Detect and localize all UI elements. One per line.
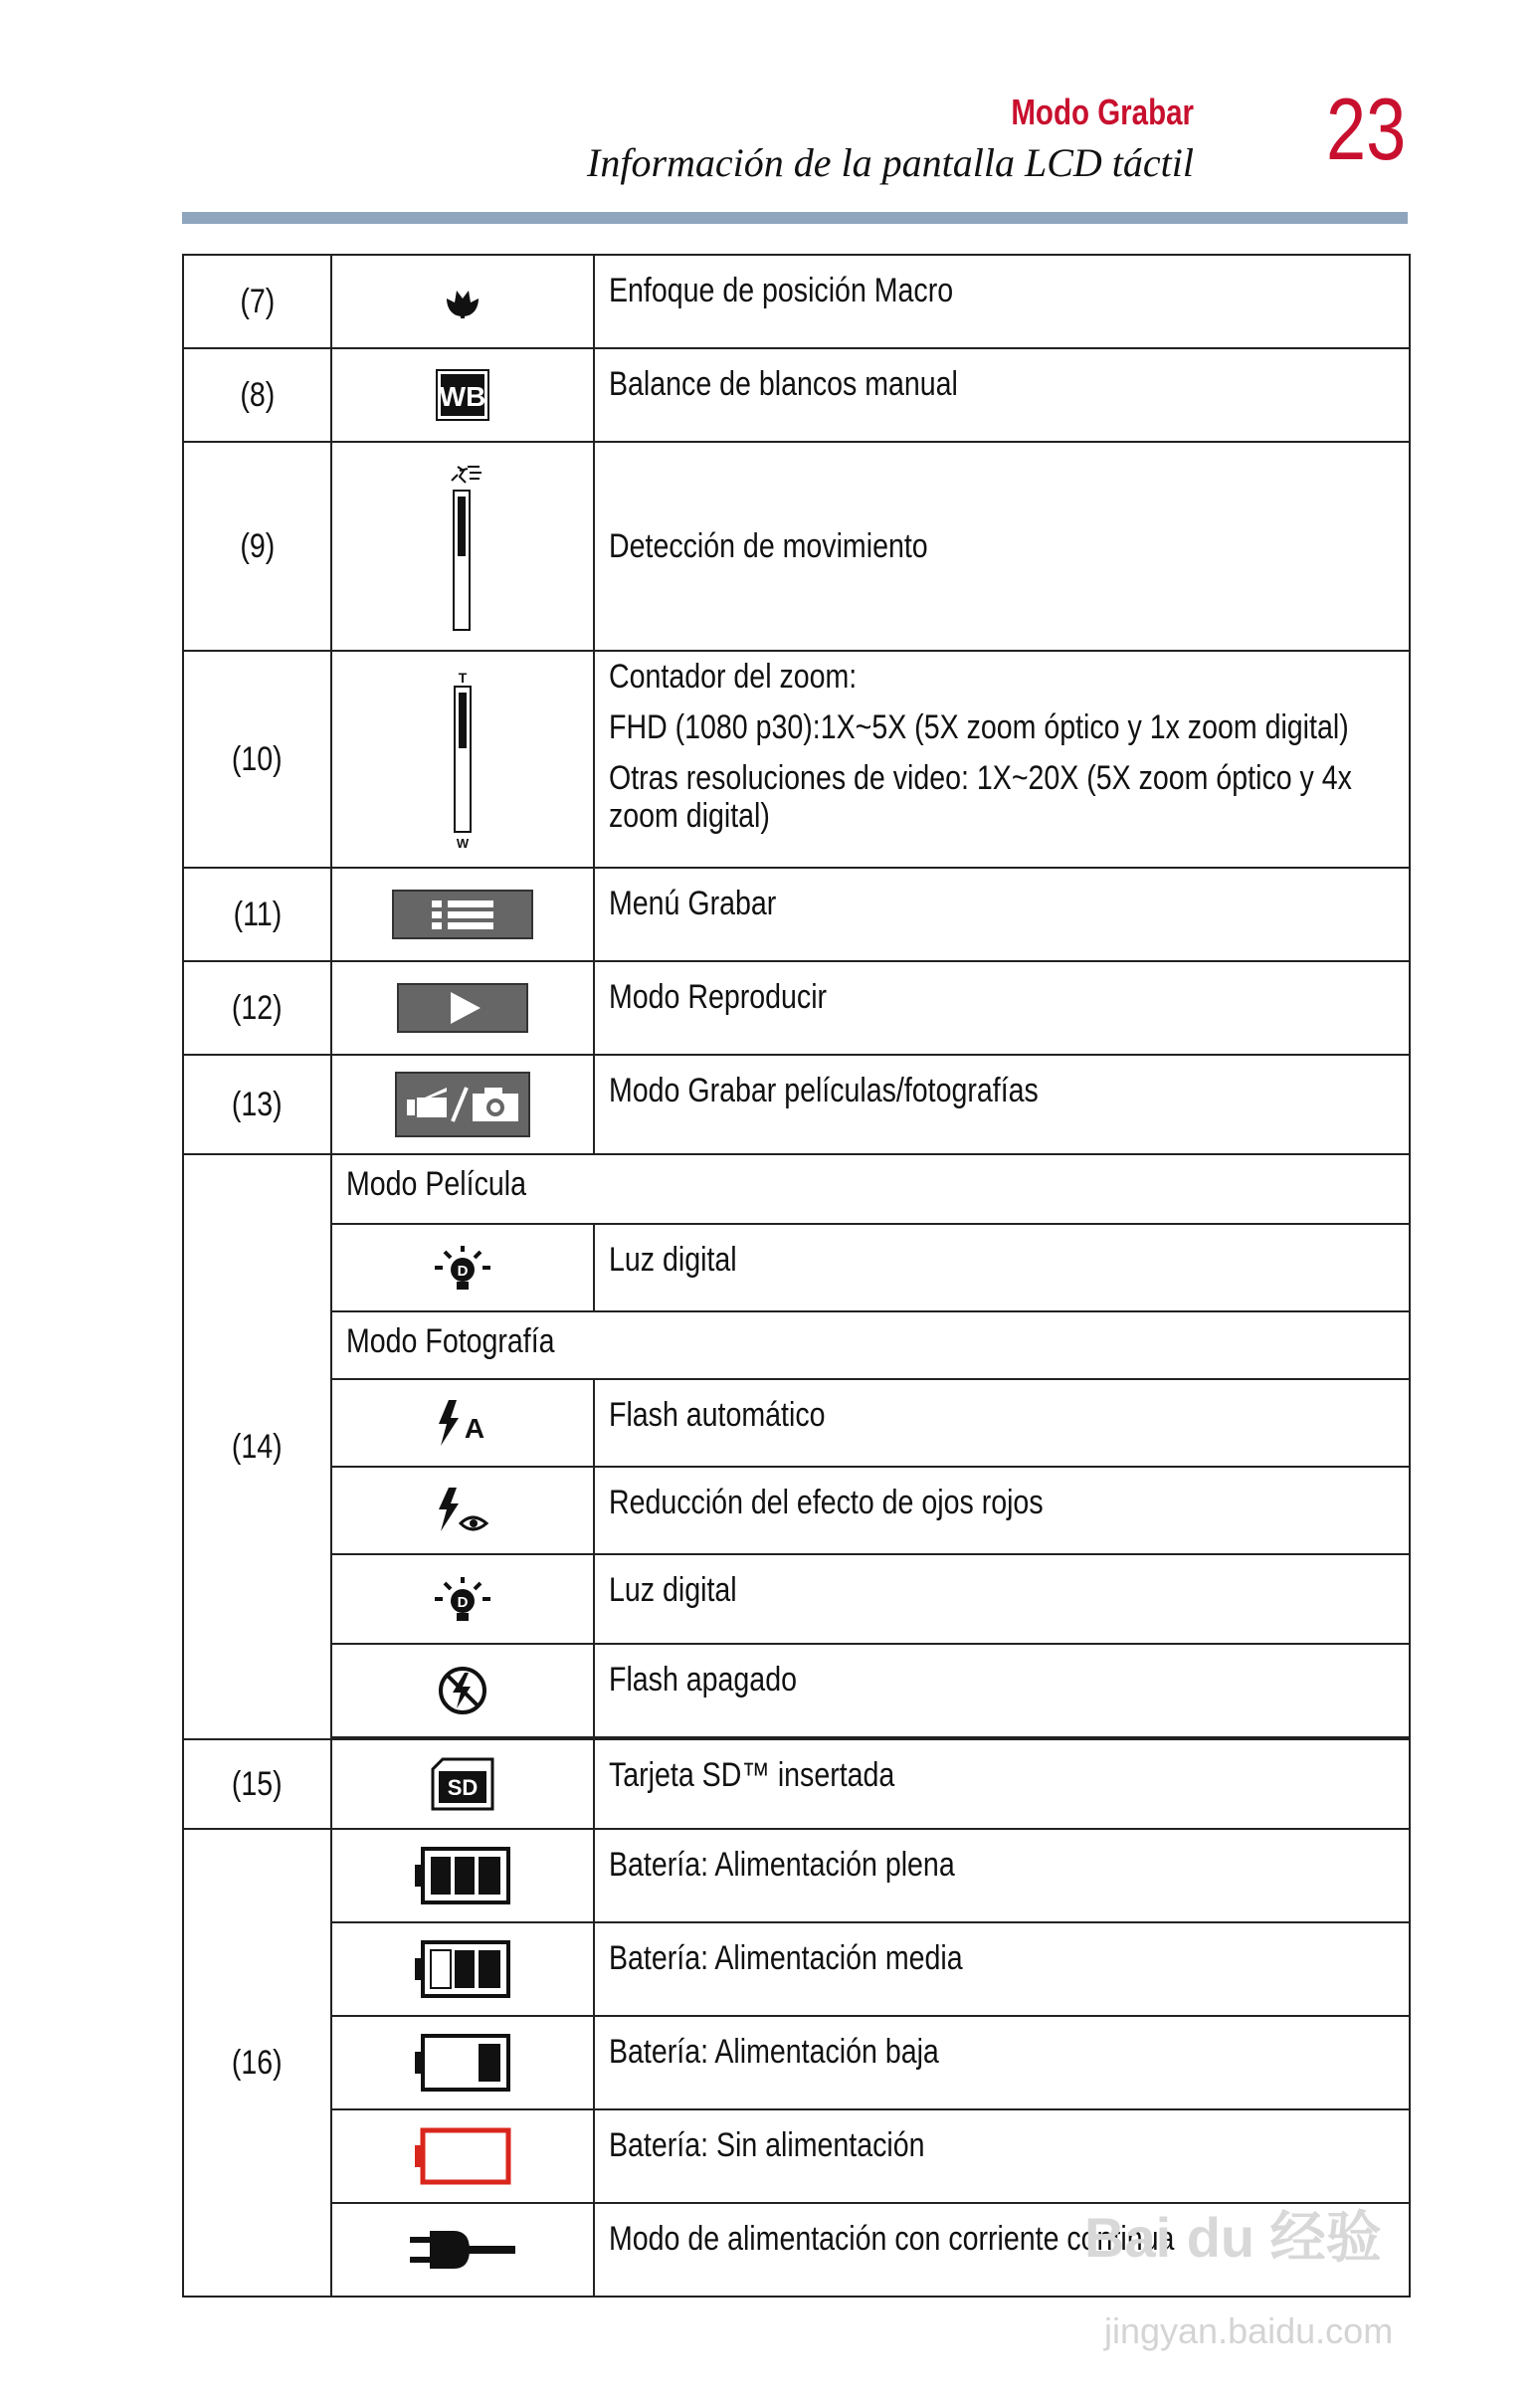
movie-photo-mode-icon[interactable] bbox=[395, 1072, 530, 1137]
table-row bbox=[183, 442, 1410, 651]
row-number: (9) bbox=[240, 526, 275, 565]
row-description: Detección de movimiento bbox=[609, 526, 928, 565]
row-number: (10) bbox=[232, 739, 283, 778]
page-subtitle: Información de la pantalla LCD táctil bbox=[587, 140, 1194, 185]
table-row bbox=[183, 1739, 1410, 1829]
row-description: Batería: Alimentación media bbox=[609, 1939, 963, 1977]
row-description: Modo de alimentación con corriente continua bbox=[609, 2220, 1175, 2258]
battery-medium-icon bbox=[413, 1940, 512, 1998]
table-row bbox=[183, 1922, 1410, 2016]
wb-icon-text: WB bbox=[439, 381, 486, 412]
motion-detection-icon bbox=[438, 461, 487, 632]
row-description: Luz digital bbox=[609, 1241, 737, 1279]
table-row bbox=[183, 868, 1410, 961]
row-number: (7) bbox=[240, 282, 275, 320]
row-description: Batería: Alimentación plena bbox=[609, 1846, 955, 1884]
row-number: (8) bbox=[240, 375, 275, 414]
table-row bbox=[183, 1644, 1410, 1737]
battery-low-icon bbox=[413, 2034, 512, 2092]
zoom-tele-label: T bbox=[458, 670, 468, 686]
sd-card-text: SD bbox=[447, 1775, 479, 1800]
row-description: Tarjeta SD™ insertada bbox=[609, 1756, 895, 1794]
table-row bbox=[183, 1224, 1410, 1311]
table-row bbox=[183, 2109, 1410, 2203]
row-description: Reducción del efecto de ojos rojos bbox=[609, 1484, 1044, 1521]
zoom-other: Otras resoluciones de video: 1X~20X (5X zoom óptico y 4x zoom digital) bbox=[609, 759, 1352, 835]
battery-empty-icon bbox=[413, 2127, 512, 2185]
play-button-icon[interactable] bbox=[397, 983, 528, 1033]
header-rule bbox=[182, 212, 1408, 224]
row-description: Modo Grabar películas/fotografías bbox=[609, 1072, 1039, 1109]
flash-auto-icon bbox=[435, 1398, 490, 1448]
row-description: Batería: Sin alimentación bbox=[609, 2126, 925, 2164]
row-description: Luz digital bbox=[609, 1571, 737, 1609]
digital-light-letter: D bbox=[457, 1594, 469, 1611]
table-row bbox=[183, 2016, 1410, 2109]
table-row bbox=[183, 255, 1410, 348]
row-number: (12) bbox=[232, 988, 283, 1027]
row-description: Menú Grabar bbox=[609, 885, 777, 922]
watermark-brand: Bai du 经验 bbox=[1084, 2206, 1382, 2269]
movie-mode-heading: Modo Película bbox=[346, 1165, 526, 1203]
watermark-url: jingyan.baidu.com bbox=[1104, 2310, 1394, 2351]
row-number: (11) bbox=[233, 895, 282, 933]
red-eye-icon bbox=[435, 1486, 490, 1535]
menu-button-icon[interactable] bbox=[392, 890, 533, 939]
digital-light-icon bbox=[433, 1575, 492, 1623]
row-description: Modo Reproducir bbox=[609, 978, 828, 1016]
table-row bbox=[183, 1055, 1410, 1154]
row-description: Batería: Alimentación baja bbox=[609, 2033, 939, 2071]
sd-card-icon bbox=[431, 1757, 494, 1811]
dc-power-plug-icon bbox=[408, 2227, 517, 2273]
zoom-counter-icon bbox=[443, 669, 482, 850]
zoom-fhd: FHD (1080 p30):1X~5X (5X zoom óptico y 1x zoom digital) bbox=[609, 708, 1349, 746]
table-row bbox=[183, 651, 1410, 868]
row-number: (16) bbox=[232, 2043, 283, 2082]
row-description: Balance de blancos manual bbox=[609, 365, 958, 403]
table-row bbox=[183, 1829, 1410, 1922]
macro-icon bbox=[443, 283, 482, 322]
page-number: 23 bbox=[1326, 80, 1407, 178]
row-number: (14) bbox=[232, 1427, 283, 1466]
row-description: Enfoque de posición Macro bbox=[609, 272, 954, 309]
row-description: Flash apagado bbox=[609, 1661, 797, 1699]
battery-full-icon bbox=[413, 1847, 512, 1904]
zoom-title: Contador del zoom: bbox=[609, 658, 858, 696]
icon-table bbox=[182, 254, 1411, 2298]
table-row bbox=[183, 1467, 1410, 1554]
white-balance-icon bbox=[436, 369, 489, 421]
digital-light-icon bbox=[433, 1244, 492, 1292]
table-row bbox=[183, 1311, 1410, 1379]
flash-auto-letter: A bbox=[464, 1413, 485, 1444]
table-row bbox=[183, 1554, 1410, 1644]
table-row bbox=[183, 1379, 1410, 1467]
table-row bbox=[183, 1154, 1410, 1224]
table-row bbox=[183, 348, 1410, 442]
row-number: (15) bbox=[232, 1764, 283, 1803]
row-number: (13) bbox=[232, 1085, 283, 1123]
row-description: Flash automático bbox=[609, 1396, 826, 1434]
section-title: Modo Grabar bbox=[1011, 92, 1194, 132]
flash-off-icon bbox=[437, 1665, 488, 1716]
zoom-wide-label: W bbox=[456, 836, 470, 850]
table-row bbox=[183, 961, 1410, 1055]
digital-light-letter: D bbox=[457, 1263, 469, 1280]
photo-mode-heading: Modo Fotografía bbox=[346, 1322, 555, 1360]
